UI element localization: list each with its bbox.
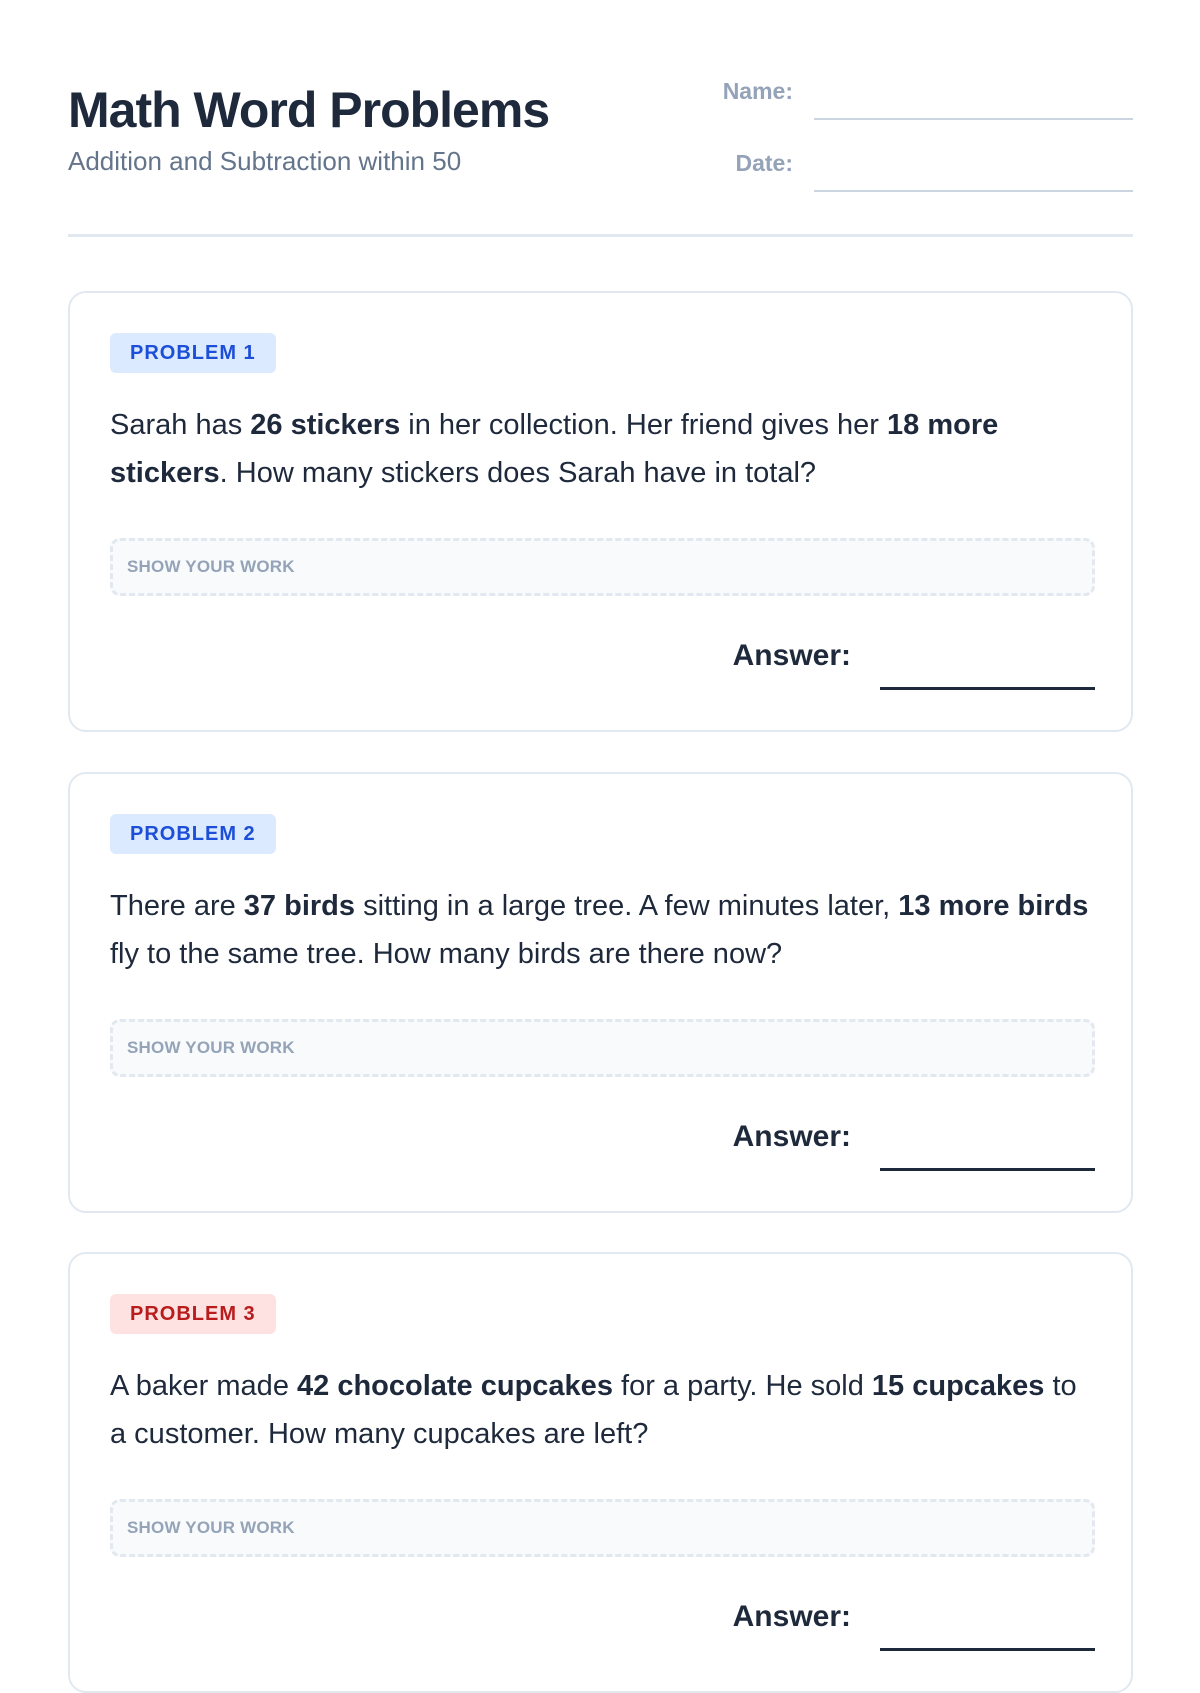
- problem-card-3: [68, 1252, 1133, 1693]
- page-subtitle: Addition and Subtraction within 50: [68, 146, 462, 176]
- problem-text-quantity: 18 more stickers: [110, 409, 999, 489]
- page-title: Math Word Problems: [68, 82, 550, 138]
- answer-line[interactable]: [880, 687, 1095, 690]
- show-work-area[interactable]: [110, 1019, 1095, 1077]
- problem-text-segment: in her collection. Her friend gives her: [400, 409, 888, 441]
- problem-text-segment: . How many stickers does Sarah have in total?: [219, 457, 817, 489]
- problem-text-quantity: 26 stickers: [250, 409, 401, 441]
- problem-text-segment: There are: [110, 890, 244, 922]
- problem-text-segment: A baker made: [110, 1370, 297, 1402]
- problem-text-segment: for a party. He sold: [612, 1370, 872, 1402]
- date-row: [708, 148, 1133, 188]
- problem-text-segment: to a customer. How many cupcakes are left?: [110, 1370, 1077, 1450]
- answer-label: Answer:: [732, 1600, 851, 1633]
- problem-text: [110, 882, 1095, 978]
- problem-text-quantity: 37 birds: [243, 890, 356, 922]
- show-work-label: SHOW YOUR WORK: [127, 557, 295, 576]
- show-work-area[interactable]: [110, 538, 1095, 596]
- answer-line[interactable]: [880, 1168, 1095, 1171]
- problem-badge: PROBLEM 2: [110, 814, 276, 854]
- problem-text-quantity: 13 more birds: [898, 890, 1089, 922]
- problem-text-segment: sitting in a large tree. A few minutes later,: [355, 890, 899, 922]
- problem-text-segment: Sarah has: [110, 409, 251, 441]
- worksheet-header: [68, 0, 1133, 237]
- problem-text: [110, 1362, 1095, 1458]
- problem-text-quantity: 15 cupcakes: [871, 1370, 1045, 1402]
- problem-card-1: [68, 291, 1133, 732]
- name-label: Name:: [722, 78, 793, 104]
- name-field-line[interactable]: [814, 118, 1133, 120]
- date-field-line[interactable]: [814, 190, 1133, 192]
- name-row: [708, 76, 1133, 116]
- problem-text-quantity: 42 chocolate cupcakes: [297, 1370, 613, 1402]
- problem-card-2: [68, 772, 1133, 1213]
- problem-text-segment: fly to the same tree. How many birds are there now?: [110, 938, 783, 970]
- show-work-area[interactable]: [110, 1499, 1095, 1557]
- date-label: Date:: [735, 150, 793, 176]
- problem-badge: PROBLEM 1: [110, 333, 276, 373]
- problem-badge: PROBLEM 3: [110, 1294, 276, 1334]
- show-work-label: SHOW YOUR WORK: [127, 1038, 295, 1057]
- worksheet-page: [68, 0, 1133, 1633]
- answer-label: Answer:: [732, 1120, 851, 1153]
- answer-label: Answer:: [732, 639, 851, 672]
- problem-text: [110, 401, 1095, 497]
- show-work-label: SHOW YOUR WORK: [127, 1518, 295, 1537]
- answer-line[interactable]: [880, 1648, 1095, 1651]
